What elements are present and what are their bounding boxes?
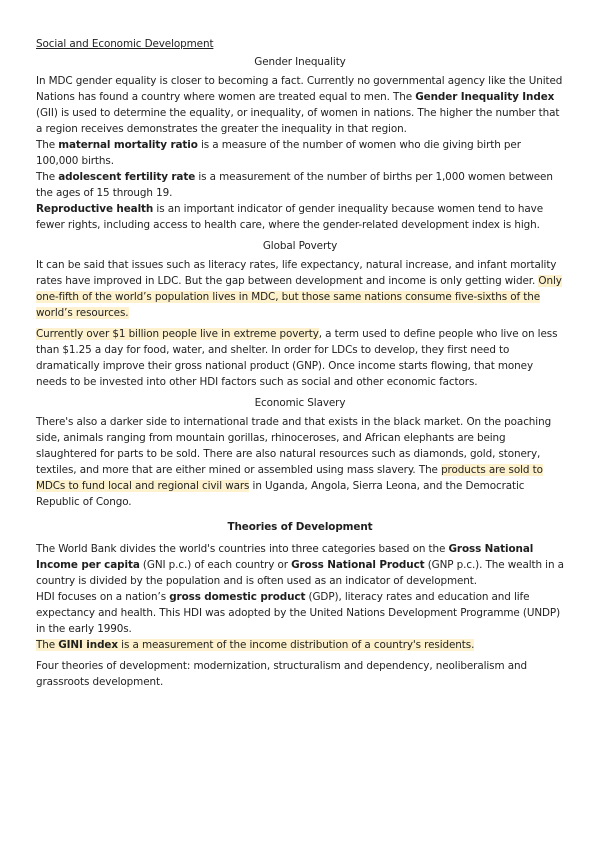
gender-paragraph-maternal: The maternal mortality ratio is a measure of the number of women who die giving birth per 100,000 births. (36, 139, 521, 167)
theories-heading: Theories of Development (227, 521, 373, 533)
global-poverty-heading: Global Poverty (262, 240, 338, 252)
document-page (36, 36, 564, 690)
document-title: Social and Economic Development (36, 38, 214, 50)
slavery-paragraph: There's also a darker side to international trade and that exists in the black market. On the poaching side, animals ranging from mountain gorillas, rhinoceroses, and African elephants are being slaughtered for parts to be sold. There are also natural resources such as diamonds, gold, stonery, textiles, and more that are either mined or assembled using mass slavery. The products are sold to MDCs to fund local and regional civil wars in Uganda, Angola, Sierra Leona, and the Democratic Republic of Congo. (36, 416, 552, 508)
gender-paragraph-gii: In MDC gender equality is closer to becoming a fact. Currently no governmental agency like the United Nations has found a country where women are treated equal to men. The Gender Inequality Index (GII) is used to determine the equality, or inequality, of women in nations. The higher the number that a region receives demonstrates the greater the inequality in that region. (36, 75, 563, 135)
theories-paragraph-hdi: HDI focuses on a nation’s gross domestic product (GDP), literacy rates and education and life expectancy and health. This HDI was adopted by the United Nations Development Programme (UNDP) in the early 1990s. (36, 591, 561, 635)
poverty-paragraph-1: It can be said that issues such as literacy rates, life expectancy, natural increase, and infant mortality rates have improved in LDC. But the gap between development and income is only getting wider. Only one-fifth of the world’s population lives in MDC, but those same nations consume five-sixths of the world’s resources. (36, 259, 562, 319)
highlight: Only one-fifth of the world’s population lives in MDC, but those same nations consume five-sixths of the world’s resources. (36, 275, 562, 319)
highlight: The GINI index is a measurement of the income distribution of a country's residents. (36, 639, 475, 651)
highlight: products are sold to MDCs to fund local and regional civil wars (36, 464, 543, 492)
poverty-paragraph-2: Currently over $1 billion people live in extreme poverty, a term used to define people who live on less than $1.25 a day for food, water, and shelter. In order for LDCs to develop, they first need to dramatically improve their gross national product (GNP). Once income starts flowing, that money needs to be invested into other HDI factors such as social and other economic factors. (36, 328, 558, 388)
economic-slavery-heading: Economic Slavery (254, 397, 346, 409)
theories-paragraph-four: Four theories of development: modernization, structuralism and dependency, neoliberalism and grassroots development. (36, 660, 527, 688)
theories-paragraph-gini (36, 637, 564, 653)
gender-paragraph-adolescent: The adolescent fertility rate is a measurement of the number of births per 1,000 women between the ages of 15 through 19. (36, 171, 553, 199)
gender-paragraph-reproductive: Reproductive health is an important indicator of gender inequality because women tend to have fewer rights, including access to health care, where the gender-related development index is high. (36, 203, 544, 231)
highlight: Currently over $1 billion people live in extreme poverty (36, 328, 319, 340)
theories-paragraph-gni: The World Bank divides the world's countries into three categories based on the Gross National Income per capita (GNI p.c.) of each country or Gross National Product (GNP p.c.). The wealth in a country is divided by the population and is often used as an indicator of development. (36, 543, 564, 587)
gender-inequality-heading: Gender Inequality (254, 56, 346, 68)
